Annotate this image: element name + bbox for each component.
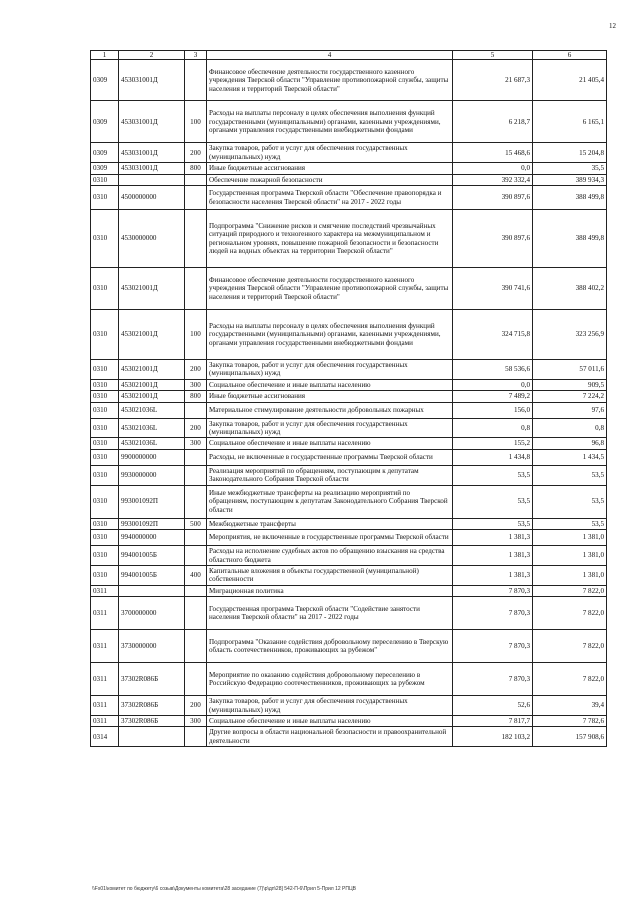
target-article-cell: 453021001Д: [119, 391, 185, 402]
expense-type-cell: 100: [185, 310, 207, 360]
table-row: [91, 518, 607, 529]
amount-planned-cell: 7 817,7: [453, 715, 533, 726]
target-article-cell: 4530000000: [119, 210, 185, 268]
expense-type-cell: 200: [185, 418, 207, 438]
expense-type-cell: [185, 597, 207, 630]
table-row: [91, 449, 607, 465]
section-code-cell: 0310: [91, 449, 119, 465]
amount-executed-cell: 388 402,2: [533, 268, 607, 310]
expense-type-cell: [185, 174, 207, 185]
table-row: [91, 696, 607, 716]
amount-planned-cell: 390 897,6: [453, 186, 533, 210]
target-article-cell: 994001005Б: [119, 565, 185, 585]
description-cell: Капитальные вложения в объекты государственной (муниципальной) собственности: [207, 565, 453, 585]
expense-type-cell: [185, 485, 207, 518]
amount-planned-cell: 7 870,3: [453, 597, 533, 630]
amount-executed-cell: 57 011,6: [533, 360, 607, 380]
amount-executed-cell: 323 256,9: [533, 310, 607, 360]
section-code-cell: 0310: [91, 438, 119, 449]
description-cell: Подпрограмма "Оказание содействия добровольному переселению в Тверскую область соотечественников, проживающих за рубежом": [207, 630, 453, 663]
col-header-4: 4: [207, 51, 453, 60]
description-cell: Миграционная политика: [207, 585, 453, 596]
amount-executed-cell: 157 908,6: [533, 727, 607, 747]
section-code-cell: 0310: [91, 518, 119, 529]
description-cell: Иные бюджетные ассигнования: [207, 163, 453, 174]
table-row: [91, 438, 607, 449]
section-code-cell: 0314: [91, 727, 119, 747]
column-number-row: [91, 51, 607, 60]
expense-type-cell: [185, 530, 207, 546]
description-cell: Закупка товаров, работ и услуг для обеспечения государственных (муниципальных) нужд: [207, 143, 453, 163]
expense-type-cell: [185, 630, 207, 663]
table-row: [91, 663, 607, 696]
amount-executed-cell: 7 822,0: [533, 663, 607, 696]
target-article-cell: 453021001Д: [119, 268, 185, 310]
expense-type-cell: [185, 210, 207, 268]
target-article-cell: 453021001Д: [119, 379, 185, 390]
expense-type-cell: 200: [185, 696, 207, 716]
amount-planned-cell: 1 381,3: [453, 530, 533, 546]
description-cell: Мероприятие по оказанию содействия добровольному переселению в Российскую Федерацию соотечественников, проживающих за рубежом: [207, 663, 453, 696]
section-code-cell: 0310: [91, 210, 119, 268]
description-cell: Иные межбюджетные трансферты на реализацию мероприятий по обращениям, поступающим к депутатам Законодательного Собрания Тверской области: [207, 485, 453, 518]
target-article-cell: 9940000000: [119, 530, 185, 546]
expense-type-cell: 300: [185, 715, 207, 726]
section-code-cell: 0311: [91, 715, 119, 726]
description-cell: Материальное стимулирование деятельности добровольных пожарных: [207, 402, 453, 418]
expense-type-cell: [185, 546, 207, 566]
amount-planned-cell: 7 489,2: [453, 391, 533, 402]
amount-executed-cell: 53,5: [533, 485, 607, 518]
target-article-cell: 9930000000: [119, 465, 185, 485]
description-cell: Закупка товаров, работ и услуг для обеспечения государственных (муниципальных) нужд: [207, 696, 453, 716]
amount-executed-cell: 97,6: [533, 402, 607, 418]
target-article-cell: 37302R086Б: [119, 696, 185, 716]
amount-executed-cell: 1 381,0: [533, 546, 607, 566]
expense-type-cell: 400: [185, 565, 207, 585]
expense-type-cell: [185, 585, 207, 596]
expense-type-cell: [185, 60, 207, 101]
amount-executed-cell: 7 782,6: [533, 715, 607, 726]
table-row: [91, 585, 607, 596]
expense-type-cell: 800: [185, 163, 207, 174]
section-code-cell: 0310: [91, 174, 119, 185]
amount-planned-cell: 21 687,3: [453, 60, 533, 101]
expense-type-cell: 500: [185, 518, 207, 529]
table-row: [91, 143, 607, 163]
amount-executed-cell: 21 405,4: [533, 60, 607, 101]
description-cell: Обеспечение пожарной безопасности: [207, 174, 453, 185]
target-article-cell: 9900000000: [119, 449, 185, 465]
description-cell: Финансовое обеспечение деятельности государственного казенного учреждения Тверской области "Управление противопожарной службы, защиты населения и территорий Тверской области": [207, 60, 453, 101]
amount-executed-cell: 1 381,0: [533, 530, 607, 546]
expense-type-cell: 800: [185, 391, 207, 402]
amount-executed-cell: 1 434,5: [533, 449, 607, 465]
amount-executed-cell: 0,8: [533, 418, 607, 438]
target-article-cell: 453021036L: [119, 438, 185, 449]
amount-executed-cell: 53,5: [533, 465, 607, 485]
table-row: [91, 391, 607, 402]
amount-executed-cell: 35,5: [533, 163, 607, 174]
table-row: [91, 360, 607, 380]
description-cell: Социальное обеспечение и иные выплаты населению: [207, 379, 453, 390]
amount-planned-cell: 53,5: [453, 518, 533, 529]
budget-table: [90, 50, 607, 747]
section-code-cell: 0310: [91, 310, 119, 360]
amount-executed-cell: 7 822,0: [533, 597, 607, 630]
target-article-cell: 453031001Д: [119, 163, 185, 174]
target-article-cell: 453021036L: [119, 402, 185, 418]
amount-executed-cell: 53,5: [533, 518, 607, 529]
table-row: [91, 727, 607, 747]
col-header-2: 2: [119, 51, 185, 60]
target-article-cell: 994001005Б: [119, 546, 185, 566]
description-cell: Иные бюджетные ассигнования: [207, 391, 453, 402]
description-cell: Мероприятия, не включенные в государственные программы Тверской области: [207, 530, 453, 546]
table-row: [91, 210, 607, 268]
target-article-cell: 453021001Д: [119, 310, 185, 360]
amount-executed-cell: 7 224,2: [533, 391, 607, 402]
description-cell: Расходы на исполнение судебных актов по обращению взыскания на средства областного бюджета: [207, 546, 453, 566]
section-code-cell: 0310: [91, 418, 119, 438]
description-cell: Подпрограмма "Снижение рисков и смягчение последствий чрезвычайных ситуаций природного и техногенного характера на межмуниципальном и региональном уровнях, повышение пожарной безопасности и безопасности людей на водных объектах на территории Тверской области": [207, 210, 453, 268]
description-cell: Расходы, не включенные в государственные программы Тверской области: [207, 449, 453, 465]
target-article-cell: [119, 174, 185, 185]
target-article-cell: 37302R086Б: [119, 663, 185, 696]
page-number: 12: [609, 22, 616, 30]
target-article-cell: 3700000000: [119, 597, 185, 630]
expense-type-cell: 200: [185, 143, 207, 163]
amount-executed-cell: 39,4: [533, 696, 607, 716]
section-code-cell: 0310: [91, 186, 119, 210]
section-code-cell: 0309: [91, 143, 119, 163]
amount-planned-cell: 1 434,8: [453, 449, 533, 465]
amount-planned-cell: 182 103,2: [453, 727, 533, 747]
table-row: [91, 597, 607, 630]
table-row: [91, 530, 607, 546]
table-row: [91, 485, 607, 518]
target-article-cell: 3730000000: [119, 630, 185, 663]
amount-planned-cell: 0,8: [453, 418, 533, 438]
target-article-cell: 993001092П: [119, 485, 185, 518]
description-cell: Реализация мероприятий по обращениям, поступающим к депутатам Законодательного Собрания Тверской области: [207, 465, 453, 485]
expense-type-cell: 300: [185, 438, 207, 449]
amount-executed-cell: 7 822,0: [533, 630, 607, 663]
amount-planned-cell: 324 715,8: [453, 310, 533, 360]
amount-executed-cell: 388 499,8: [533, 210, 607, 268]
section-code-cell: 0309: [91, 101, 119, 143]
expense-type-cell: 200: [185, 360, 207, 380]
amount-planned-cell: 53,5: [453, 485, 533, 518]
description-cell: Межбюджетные трансферты: [207, 518, 453, 529]
amount-planned-cell: 0,0: [453, 379, 533, 390]
amount-planned-cell: 392 332,4: [453, 174, 533, 185]
description-cell: Государственная программа Тверской области "Содействие занятости населения Тверской области" на 2017 - 2022 годы: [207, 597, 453, 630]
expense-type-cell: [185, 402, 207, 418]
amount-executed-cell: 389 934,3: [533, 174, 607, 185]
target-article-cell: 453031001Д: [119, 101, 185, 143]
expense-type-cell: [185, 186, 207, 210]
expense-type-cell: [185, 663, 207, 696]
expense-type-cell: [185, 449, 207, 465]
expense-type-cell: [185, 268, 207, 310]
table-row: [91, 465, 607, 485]
table-row: [91, 565, 607, 585]
table-body: [91, 60, 607, 747]
description-cell: Другие вопросы в области национальной безопасности и правоохранительной деятельности: [207, 727, 453, 747]
section-code-cell: 0310: [91, 565, 119, 585]
expense-type-cell: 100: [185, 101, 207, 143]
section-code-cell: 0310: [91, 360, 119, 380]
section-code-cell: 0310: [91, 530, 119, 546]
table-row: [91, 379, 607, 390]
section-code-cell: 0310: [91, 379, 119, 390]
section-code-cell: 0310: [91, 402, 119, 418]
table-row: [91, 268, 607, 310]
section-code-cell: 0311: [91, 696, 119, 716]
amount-planned-cell: 52,6: [453, 696, 533, 716]
target-article-cell: 453031001Д: [119, 60, 185, 101]
amount-executed-cell: 15 204,8: [533, 143, 607, 163]
amount-planned-cell: 58 536,6: [453, 360, 533, 380]
table-row: [91, 163, 607, 174]
target-article-cell: 4500000000: [119, 186, 185, 210]
col-header-5: 5: [453, 51, 533, 60]
amount-planned-cell: 0,0: [453, 163, 533, 174]
target-article-cell: 453021001Д: [119, 360, 185, 380]
table-row: [91, 418, 607, 438]
amount-executed-cell: 6 165,1: [533, 101, 607, 143]
section-code-cell: 0310: [91, 268, 119, 310]
section-code-cell: 0310: [91, 485, 119, 518]
target-article-cell: 993001092П: [119, 518, 185, 529]
amount-planned-cell: 156,0: [453, 402, 533, 418]
amount-planned-cell: 53,5: [453, 465, 533, 485]
amount-planned-cell: 15 468,6: [453, 143, 533, 163]
description-cell: Расходы на выплаты персоналу в целях обеспечения выполнения функций государственными (муниципальными) органами, казенными учреждениями, органами управления государственными внебюджетными фондами: [207, 101, 453, 143]
section-code-cell: 0309: [91, 60, 119, 101]
table-row: [91, 630, 607, 663]
description-cell: Закупка товаров, работ и услуг для обеспечения государственных (муниципальных) нужд: [207, 418, 453, 438]
table-row: [91, 101, 607, 143]
section-code-cell: 0310: [91, 391, 119, 402]
amount-executed-cell: 1 381,0: [533, 565, 607, 585]
table-row: [91, 402, 607, 418]
target-article-cell: 453031001Д: [119, 143, 185, 163]
amount-executed-cell: 909,5: [533, 379, 607, 390]
target-article-cell: [119, 727, 185, 747]
amount-planned-cell: 7 870,3: [453, 630, 533, 663]
amount-planned-cell: 7 870,3: [453, 585, 533, 596]
table-row: [91, 60, 607, 101]
description-cell: Финансовое обеспечение деятельности государственного казенного учреждения Тверской области "Управление противопожарной службы, защиты населения и территорий Тверской области": [207, 268, 453, 310]
description-cell: Закупка товаров, работ и услуг для обеспечения государственных (муниципальных) нужд: [207, 360, 453, 380]
amount-planned-cell: 390 741,6: [453, 268, 533, 310]
expense-type-cell: [185, 727, 207, 747]
section-code-cell: 0311: [91, 663, 119, 696]
amount-planned-cell: 390 897,6: [453, 210, 533, 268]
expense-type-cell: 300: [185, 379, 207, 390]
col-header-6: 6: [533, 51, 607, 60]
table-row: [91, 186, 607, 210]
description-cell: Расходы на выплаты персоналу в целях обеспечения выполнения функций государственными (муниципальными) органами, казенными учреждениями, органами управления государственными внебюджетными фондами: [207, 310, 453, 360]
table-row: [91, 546, 607, 566]
section-code-cell: 0310: [91, 546, 119, 566]
amount-executed-cell: 388 499,8: [533, 186, 607, 210]
expense-type-cell: [185, 465, 207, 485]
table-row: [91, 715, 607, 726]
amount-executed-cell: 7 822,0: [533, 585, 607, 596]
amount-planned-cell: 6 218,7: [453, 101, 533, 143]
amount-planned-cell: 1 381,3: [453, 546, 533, 566]
amount-planned-cell: 7 870,3: [453, 663, 533, 696]
description-cell: Государственная программа Тверской области "Обеспечение правопорядка и безопасности населения Тверской области" на 2017 - 2022 годы: [207, 186, 453, 210]
target-article-cell: 37302R086Б: [119, 715, 185, 726]
col-header-1: 1: [91, 51, 119, 60]
amount-executed-cell: 96,8: [533, 438, 607, 449]
target-article-cell: 453021036L: [119, 418, 185, 438]
section-code-cell: 0311: [91, 585, 119, 596]
amount-planned-cell: 155,2: [453, 438, 533, 449]
table-row: [91, 174, 607, 185]
description-cell: Социальное обеспечение и иные выплаты населению: [207, 715, 453, 726]
target-article-cell: [119, 585, 185, 596]
amount-planned-cell: 1 381,3: [453, 565, 533, 585]
section-code-cell: 0311: [91, 630, 119, 663]
col-header-3: 3: [185, 51, 207, 60]
section-code-cell: 0309: [91, 163, 119, 174]
section-code-cell: 0311: [91, 597, 119, 630]
file-path-footer: \\Fs01\комитет по бюджету\6 созыв\Документы комитета\28 заседание (7)\p\дп\28] 542-П-6\Прил 5-Прил 12 РПЦВ: [92, 886, 356, 892]
table-row: [91, 310, 607, 360]
description-cell: Социальное обеспечение и иные выплаты населению: [207, 438, 453, 449]
section-code-cell: 0310: [91, 465, 119, 485]
